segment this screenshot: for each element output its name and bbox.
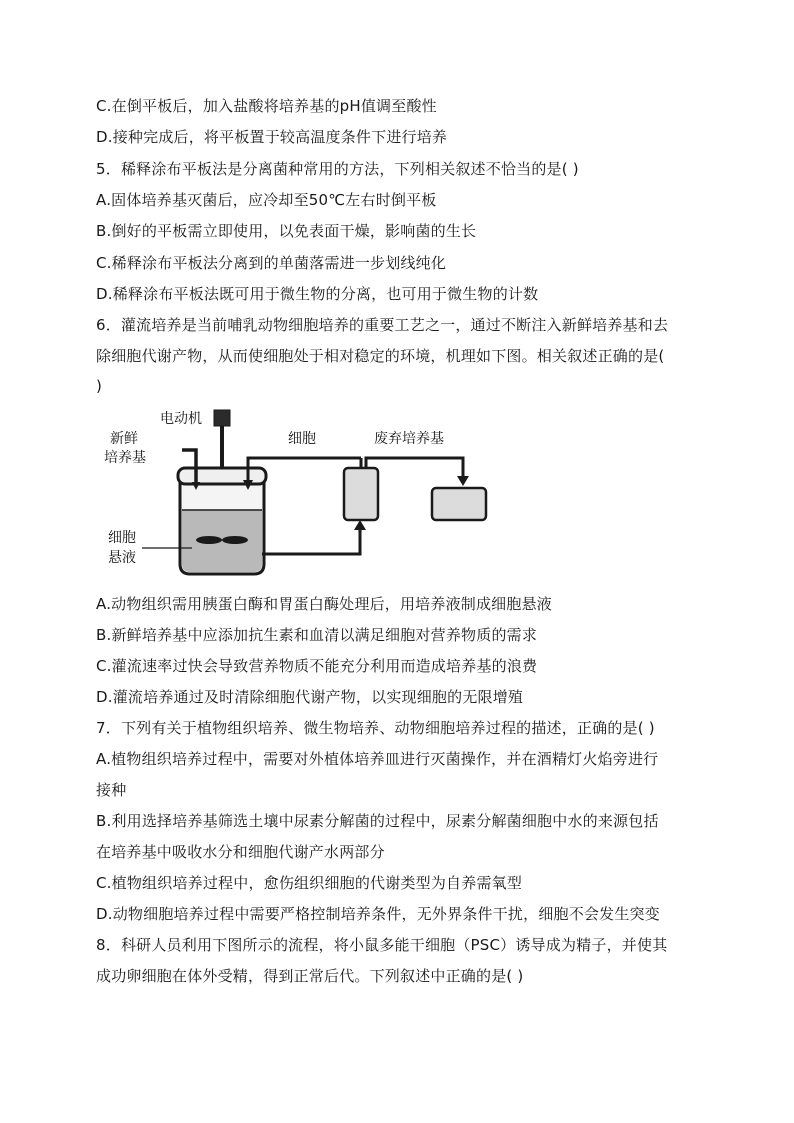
q5-option-a: A.固体培养基灭菌后，应冷却至50℃左右时倒平板 xyxy=(96,191,437,209)
cell-suspension-liquid xyxy=(182,510,262,572)
outflow-arrowhead xyxy=(354,520,366,530)
label-waste-medium: 废弃培养基 xyxy=(374,431,444,447)
waste-arrowhead xyxy=(457,476,469,486)
q6-option-a: A.动物组织需用胰蛋白酶和胃蛋白酶处理后，用培养液制成细胞悬液 xyxy=(96,595,552,613)
label-suspension-1: 细胞 xyxy=(108,530,136,546)
q5-stem: 5．稀释涂布平板法是分离菌种常用的方法，下列相关叙述不恰当的是( ) xyxy=(96,160,579,178)
cell-container xyxy=(344,468,378,520)
q6-stem-line3: ) xyxy=(96,377,103,395)
q7-option-a-line1: A.植物组织培养过程中，需要对外植体培养皿进行灭菌操作，并在酒精灯火焰旁进行 xyxy=(96,750,659,768)
q6-option-d: D.灌流培养通过及时清除细胞代谢产物，以实现细胞的无限增殖 xyxy=(96,688,524,706)
label-cells: 细胞 xyxy=(288,431,316,447)
q5-option-b: B.倒好的平板需立即使用，以免表面干燥，影响菌的生长 xyxy=(96,222,477,240)
q8-stem-line1: 8．科研人员利用下图所示的流程，将小鼠多能干细胞（PSC）诱导成为精子，并使其 xyxy=(96,936,668,954)
q7-option-b-line1: B.利用选择培养基筛选土壤中尿素分解菌的过程中，尿素分解菌细胞中水的来源包括 xyxy=(96,812,659,830)
label-fresh-medium-2: 培养基 xyxy=(104,450,146,466)
q7-option-c: C.植物组织培养过程中，愈伤组织细胞的代谢类型为自养需氧型 xyxy=(96,874,523,892)
impeller-blade-right xyxy=(222,536,248,544)
q7-stem: 7．下列有关于植物组织培养、微生物培养、动物细胞培养过程的描述，正确的是( ) xyxy=(96,719,655,737)
label-motor: 电动机 xyxy=(160,411,202,427)
q6-stem-line2: 除细胞代谢产物，从而使细胞处于相对稳定的环境，机理如下图。相关叙述正确的是( xyxy=(96,347,665,365)
perfusion-diagram-svg xyxy=(96,400,516,590)
label-suspension-2: 悬液 xyxy=(108,550,136,566)
q5-option-c: C.稀释涂布平板法分离到的单菌落需进一步划线纯化 xyxy=(96,254,447,272)
q7-option-a-line2: 接种 xyxy=(96,781,127,799)
q4-option-c: C.在倒平板后，加入盐酸将培养基的pH值调至酸性 xyxy=(96,97,437,115)
vessel-rim xyxy=(178,468,266,484)
label-fresh-medium-1: 新鲜 xyxy=(110,431,138,447)
q4-option-d: D.接种完成后，将平板置于较高温度条件下进行培养 xyxy=(96,128,448,146)
q6-option-b: B.新鲜培养基中应添加抗生素和血清以满足细胞对营养物质的需求 xyxy=(96,626,538,644)
q8-stem-line2: 成功卵细胞在体外受精，得到正常后代。下列叙述中正确的是( ) xyxy=(96,967,524,985)
waste-line xyxy=(366,458,463,480)
q7-option-b-line2: 在培养基中吸收水分和细胞代谢产水两部分 xyxy=(96,843,385,861)
q7-option-d: D.动物细胞培养过程中需要严格控制培养条件，无外界条件干扰，细胞不会发生突变 xyxy=(96,905,660,923)
waste-container xyxy=(432,488,486,520)
motor-box xyxy=(214,410,230,426)
q6-stem-line1: 6．灌流培养是当前哺乳动物细胞培养的重要工艺之一，通过不断注入新鲜培养基和去 xyxy=(96,316,669,334)
outflow-line xyxy=(262,526,360,554)
perfusion-culture-diagram xyxy=(96,400,516,590)
impeller-blade-left xyxy=(196,536,222,544)
q6-option-c: C.灌流速率过快会导致营养物质不能充分利用而造成培养基的浪费 xyxy=(96,657,538,675)
q5-option-d: D.稀释涂布平板法既可用于微生物的分离，也可用于微生物的计数 xyxy=(96,285,539,303)
